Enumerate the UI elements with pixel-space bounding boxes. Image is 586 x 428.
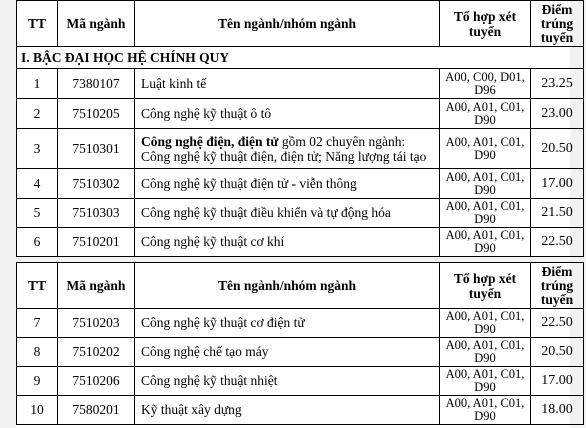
header-name: Tên ngành/nhóm ngành — [135, 1, 440, 47]
row-combo: A00, A01, C01, D90 — [440, 338, 531, 367]
row-tt: 2 — [17, 99, 58, 129]
admission-table-bottom-sheet — [16, 262, 574, 428]
row-code: 7510301 — [58, 129, 135, 169]
table-row — [17, 396, 584, 425]
admission-scores-table-top — [16, 0, 584, 257]
table-row — [17, 309, 584, 338]
header-code: Mã ngành — [58, 263, 135, 309]
row-combo: A00, A01, C01, D90 — [440, 309, 531, 338]
row-tt: 5 — [17, 199, 58, 228]
row-score: 17.00 — [531, 367, 584, 396]
header-score: Điểm trúng tuyển — [531, 263, 584, 309]
row-tt: 4 — [17, 169, 58, 199]
table-header-row — [17, 263, 584, 309]
row-name: Công nghệ kỹ thuật nhiệt — [135, 367, 440, 396]
row-name: Công nghệ kỹ thuật cơ điện tử — [135, 309, 440, 338]
row-combo: A00, A01, C01, D90 — [440, 228, 531, 257]
header-combo: Tổ hợp xét tuyển — [440, 263, 531, 309]
header-combo: Tổ hợp xét tuyển — [440, 1, 531, 47]
row-tt: 8 — [17, 338, 58, 367]
row-name-rest: gồm 02 chuyên ngành: Công nghệ kỹ thuật điện, điện tử; Năng lượng tái tạo — [141, 133, 427, 164]
header-tt: TT — [17, 1, 58, 47]
table-row — [17, 129, 584, 169]
admission-table-top-sheet — [16, 0, 574, 256]
header-code: Mã ngành — [58, 1, 135, 47]
row-name: Công nghệ kỹ thuật cơ khí — [135, 228, 440, 257]
row-tt: 10 — [17, 396, 58, 425]
row-name: Công nghệ kỹ thuật điện tử - viễn thông — [135, 169, 440, 199]
row-code: 7510201 — [58, 228, 135, 257]
row-tt: 1 — [17, 69, 58, 99]
table-row — [17, 69, 584, 99]
row-tt: 3 — [17, 129, 58, 169]
header-tt: TT — [17, 263, 58, 309]
row-name: Công nghệ kỹ thuật ô tô — [135, 99, 440, 129]
row-name — [135, 129, 440, 169]
row-combo: A00, A01, C01, D90 — [440, 367, 531, 396]
table-row — [17, 99, 584, 129]
row-name: Luật kinh tế — [135, 69, 440, 99]
row-tt: 6 — [17, 228, 58, 257]
row-code: 7380107 — [58, 69, 135, 99]
row-score: 22.50 — [531, 309, 584, 338]
row-name: Kỹ thuật xây dựng — [135, 396, 440, 425]
row-combo: A00, A01, C01, D90 — [440, 396, 531, 425]
row-name-bold: Công nghệ điện, điện tử — [141, 133, 279, 149]
row-tt: 7 — [17, 309, 58, 338]
row-score: 22.50 — [531, 228, 584, 257]
row-code: 7510206 — [58, 367, 135, 396]
table-row — [17, 338, 584, 367]
row-score: 23.00 — [531, 99, 584, 129]
table-row — [17, 199, 584, 228]
row-score: 18.00 — [531, 396, 584, 425]
row-code: 7580201 — [58, 396, 135, 425]
row-code: 7510303 — [58, 199, 135, 228]
table-row — [17, 228, 584, 257]
admission-scores-table-bottom — [16, 262, 584, 425]
table-header-row — [17, 1, 584, 47]
row-score: 23.25 — [531, 69, 584, 99]
section-title: I. BẬC ĐẠI HỌC HỆ CHÍNH QUY — [17, 47, 584, 69]
row-combo: A00, A01, C01, D90 — [440, 169, 531, 199]
table-row — [17, 367, 584, 396]
row-combo: A00, C00, D01, D96 — [440, 69, 531, 99]
row-code: 7510202 — [58, 338, 135, 367]
row-combo: A00, A01, C01, D90 — [440, 99, 531, 129]
table-row — [17, 169, 584, 199]
section-row — [17, 47, 584, 69]
row-combo: A00, A01, C01, D90 — [440, 129, 531, 169]
row-tt: 9 — [17, 367, 58, 396]
row-score: 20.50 — [531, 129, 584, 169]
header-name: Tên ngành/nhóm ngành — [135, 263, 440, 309]
row-score: 17.00 — [531, 169, 584, 199]
row-code: 7510302 — [58, 169, 135, 199]
row-score: 21.50 — [531, 199, 584, 228]
row-code: 7510205 — [58, 99, 135, 129]
header-score: Điểm trúng tuyển — [531, 1, 584, 47]
row-code: 7510203 — [58, 309, 135, 338]
row-score: 20.50 — [531, 338, 584, 367]
row-combo: A00, A01, C01, D90 — [440, 199, 531, 228]
row-name: Công nghệ kỹ thuật điều khiển và tự động hóa — [135, 199, 440, 228]
row-name: Công nghệ chế tạo máy — [135, 338, 440, 367]
